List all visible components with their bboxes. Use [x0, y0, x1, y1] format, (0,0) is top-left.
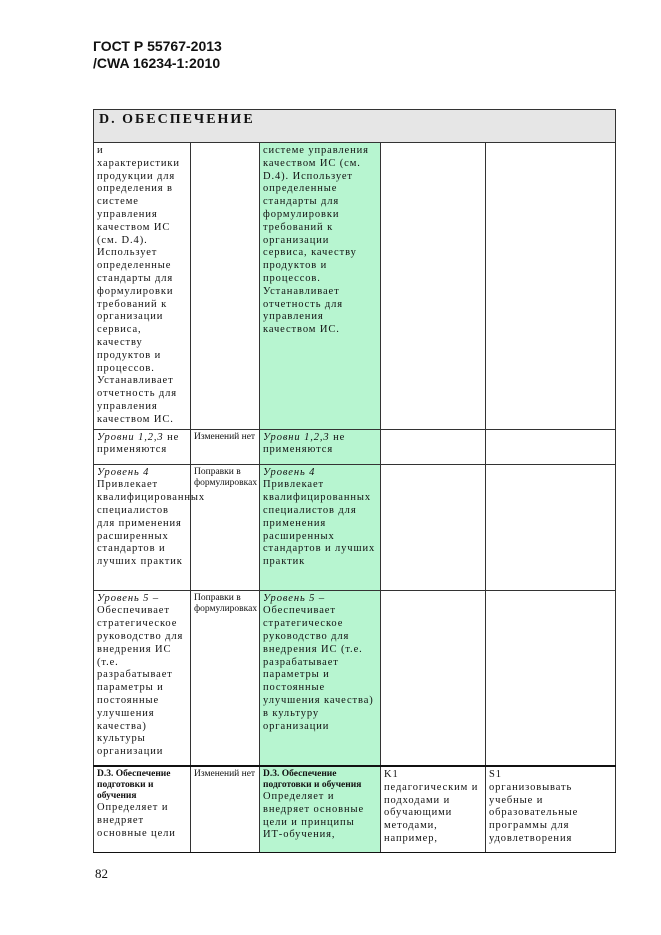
level-label: Уровни 1,2,3: [263, 431, 330, 443]
cell-change: Изменений нет: [191, 429, 260, 464]
header-standard-code: ГОСТ Р 55767-2013: [93, 38, 222, 54]
level-label: Уровень 4: [97, 466, 150, 478]
cell-text: не применяются: [97, 431, 180, 456]
cell-text: Привлекает квалифицированных специалистов для применения расширенных стандартов и лучших практик: [97, 479, 206, 568]
knowledge-code: K1: [384, 769, 399, 781]
table-row: [94, 766, 616, 852]
table-row: [94, 429, 616, 464]
cell-change: Поправки в формулировках: [191, 464, 260, 590]
document-header: [93, 38, 222, 72]
cell-original: [94, 766, 191, 852]
level-label: Уровни 1,2,3: [97, 431, 164, 443]
cell-skills: [486, 429, 616, 464]
level-label: Уровень 5 –: [97, 592, 160, 604]
cell-knowledge: [381, 590, 486, 766]
header-cwa-code: /CWA 16234-1:2010: [93, 55, 221, 71]
cell-change: Изменений нет: [191, 766, 260, 852]
cell-skills: [486, 464, 616, 590]
skill-code: S1: [489, 769, 502, 781]
cell-text: Определяет и внедряет основные цели и принципы ИТ-обучения,: [263, 791, 365, 841]
cell-text: не применяются: [263, 431, 346, 456]
cell-skills: [486, 143, 616, 430]
competence-table: [93, 109, 616, 853]
cell-national: [260, 766, 381, 852]
cell-text: Определяет и внедряет основные цели: [97, 802, 176, 839]
cell-national: [260, 429, 381, 464]
cell-national: [260, 464, 381, 590]
cell-original: и характеристики продукции для определения в системе управления качеством ИС (см. D.4). Использует определенные стандарты для формулировки требований к организации сервиса, качеству продуктов и процессов. Устанавливает отчетность для управления качеством ИС.: [94, 143, 191, 430]
cell-original: [94, 429, 191, 464]
cell-skills: [486, 766, 616, 852]
cell-text: педагогическим и подходами и обучающими методами, например,: [384, 781, 479, 845]
table-row: [94, 464, 616, 590]
cell-text: Обеспечивает стратегическое руководство для внедрения ИС (т.е. разрабатывает параметры и постоянные улучшения качества) культуры организации: [97, 605, 184, 758]
cell-text: Привлекает квалифицированных специалистов для применения расширенных стандартов и лучших практик: [263, 479, 376, 568]
cell-national: [260, 590, 381, 766]
cell-original: [94, 464, 206, 590]
cell-knowledge: [381, 143, 486, 430]
cell-text: организовывать учебные и образовательные программы для удовлетворения: [489, 781, 579, 845]
table-row: [94, 143, 616, 430]
cell-change: Поправки в формулировках: [191, 590, 260, 766]
section-title: D. ОБЕСПЕЧЕНИЕ: [94, 110, 616, 143]
cell-national: системе управления качеством ИС (см. D.4). Использует определенные стандарты для формулировки требований к организации сервиса, качеству продуктов и процессов. Устанавливает отчетность для управления качеством ИС.: [260, 143, 381, 430]
competence-title: D.3. Обеспечение подготовки и обучения: [263, 769, 362, 791]
competence-title: D.3. Обеспечение подготовки и обучения: [97, 769, 171, 802]
cell-change: [191, 143, 260, 430]
cell-text: Обеспечивает стратегическое руководство для внедрения ИС (т.е. разрабатывает параметры и постоянные улучшения качества) в культуру организации: [263, 605, 374, 732]
cell-knowledge: [381, 429, 486, 464]
cell-knowledge: [381, 766, 486, 852]
level-label: Уровень 4: [263, 466, 316, 478]
level-label: Уровень 5 –: [263, 592, 326, 604]
cell-knowledge: [381, 464, 486, 590]
cell-original: [94, 590, 191, 766]
cell-skills: [486, 590, 616, 766]
page-number: 82: [95, 866, 108, 881]
table-row: [94, 590, 616, 766]
